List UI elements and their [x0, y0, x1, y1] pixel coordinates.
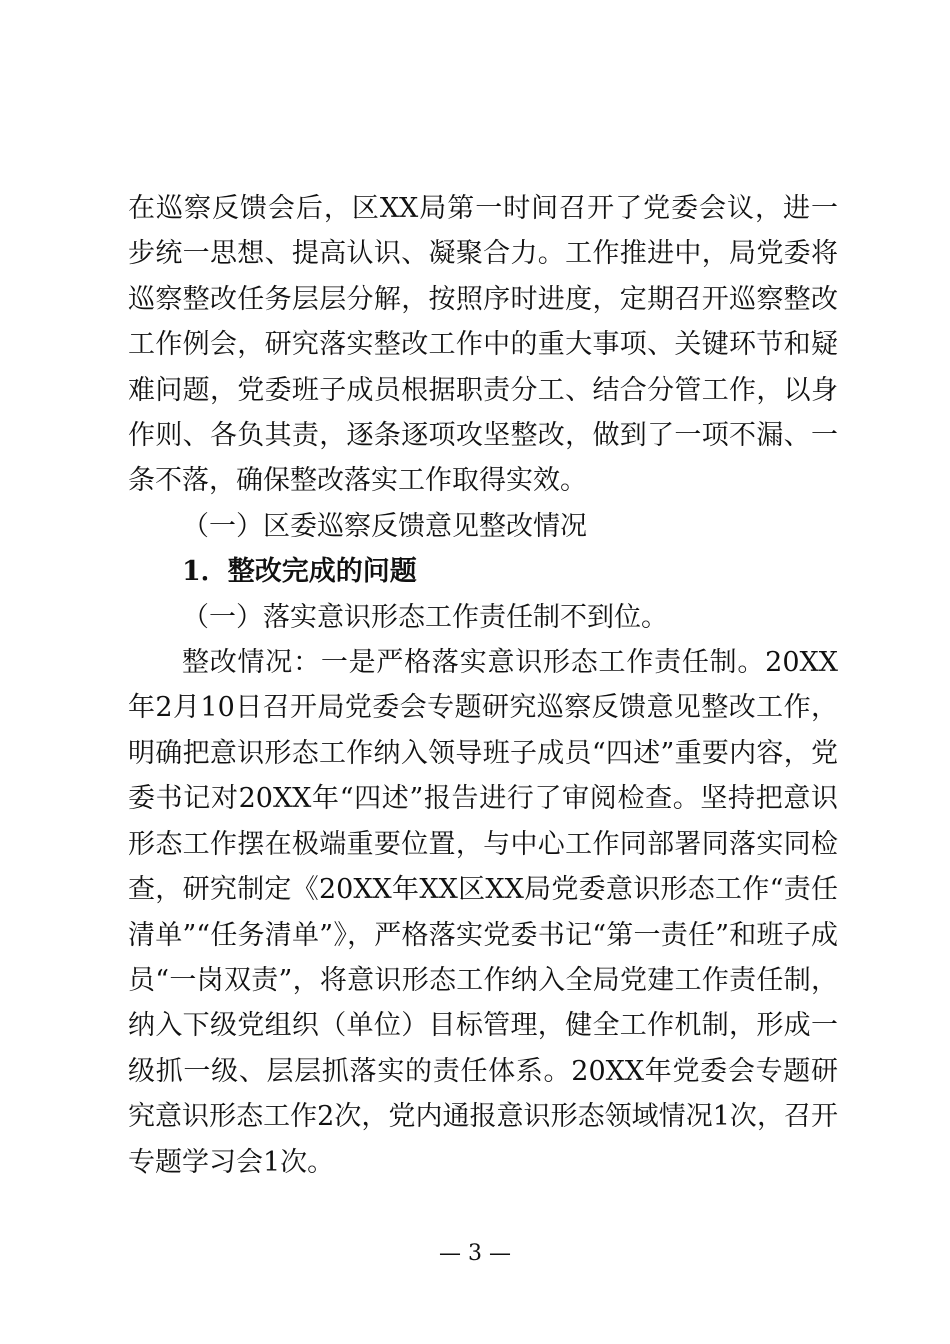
paragraph-rectification: 整改情况：一是严格落实意识形态工作责任制。20XX年2月10日召开局党委会专题研究巡察反馈意见整改工作，明确把意识形态工作纳入领导班子成员“四述”重要内容，党委书记对20XX年“四述”报告进行了审阅检查。坚持把意识形态工作摆在极端重要位置，与中心工作同部署同落实同检查，研究制定《20XX年XX区XX局党委意识形态工作“责任清单”“任务清单”》，严格落实党委书记“第一责任”和班子成员“一岗双责”，将意识形态工作纳入全局党建工作责任制，纳入下级党组织（单位）目标管理，健全工作机制，形成一级抓一级、层层抓落实的责任体系。20XX年党委会专题研究意识形态工作2次，党内通报意识形态领域情况1次，召开专题学习会1次。	[128, 647, 838, 1178]
page-number: — 3 —	[439, 1241, 511, 1266]
paragraph-opening: 在巡察反馈会后，区XX局第一时间召开了党委会议，进一步统一思想、提高认识、凝聚合力。工作推进中，局党委将巡察整改任务层层分解，按照序时进度，定期召开巡察整改工作例会，研究落实整改工作中的重大事项、关键环节和疑难问题，党委班子成员根据职责分工、结合分管工作，以身作则、各负其责，逐条逐项攻坚整改，做到了一项不漏、一条不落，确保整改落实工作取得实效。	[128, 193, 838, 497]
issue-heading: （一）落实意识形态工作责任制不到位。	[182, 601, 668, 633]
section-heading: （一）区委巡察反馈意见整改情况	[182, 510, 587, 542]
document-body	[128, 186, 838, 1185]
subsection-heading: 1．整改完成的问题	[182, 556, 417, 588]
